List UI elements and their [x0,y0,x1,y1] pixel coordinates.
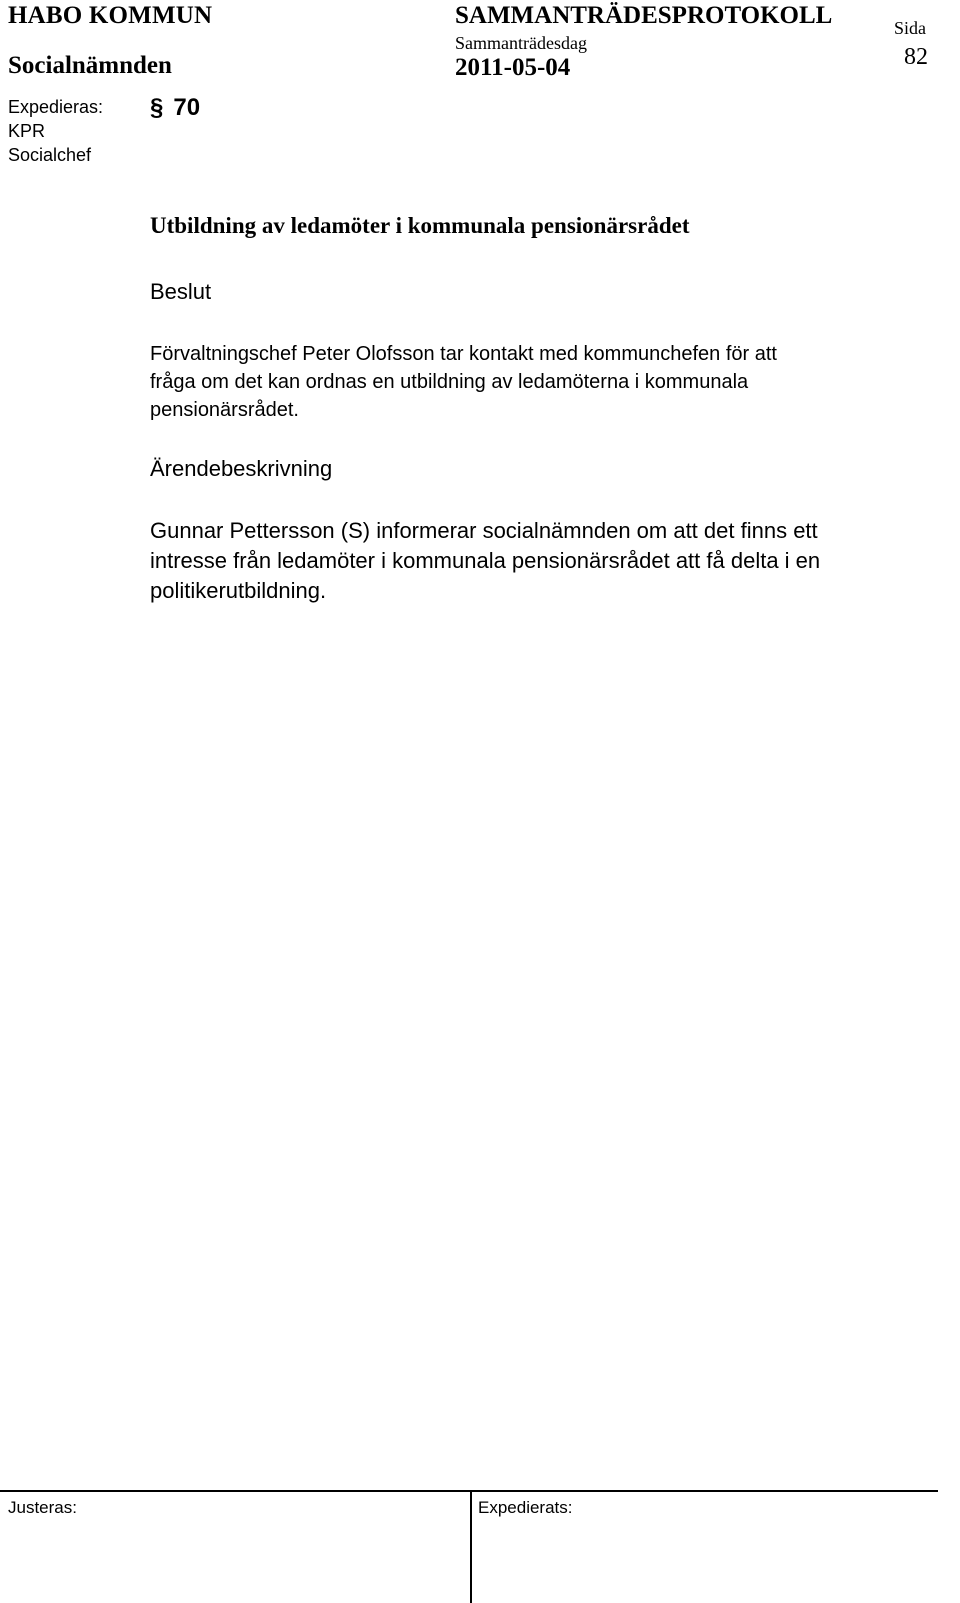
footer-divider [470,1490,472,1603]
page-number: 82 [904,44,928,70]
item-title: Utbildning av ledamöter i kommunala pensionärsrådet [150,213,690,238]
section-symbol: § [150,94,164,121]
decision-line: Förvaltningschef Peter Olofsson tar kontakt med kommunchefen för att [150,343,777,365]
description-heading: Ärendebeskrivning [150,456,333,481]
decision-line: pensionärsrådet. [150,399,299,421]
section-number-value: 70 [173,94,201,121]
meeting-date: 2011-05-04 [455,54,571,81]
dispatch-label: Expedieras: [8,97,104,117]
section-number [150,94,200,122]
description-text [150,516,950,606]
document-type: SAMMANTRÄDESPROTOKOLL [455,2,833,29]
municipality-name: HABO KOMMUN [8,2,213,29]
page-label: Sida [894,18,927,38]
dispatch-block [8,95,103,167]
justeras-field: Justeras: [8,1498,77,1517]
expedierats-field: Expedierats: [478,1498,573,1517]
committee-name: Socialnämnden [8,52,172,79]
meeting-date-label: Sammanträdesdag [455,33,587,53]
decision-heading: Beslut [150,279,212,304]
decision-text [150,340,930,424]
description-line: politikerutbildning. [150,578,327,603]
description-line: Gunnar Pettersson (S) informerar socialnämnden om att det finns ett [150,518,818,543]
dispatch-recipient: KPR [8,121,46,141]
footer-rule [0,1490,938,1492]
description-line: intresse från ledamöter i kommunala pensionärsrådet att få delta i en [150,548,821,573]
decision-line: fråga om det kan ordnas en utbildning av ledamöterna i kommunala [150,371,749,393]
dispatch-recipient: Socialchef [8,145,92,165]
